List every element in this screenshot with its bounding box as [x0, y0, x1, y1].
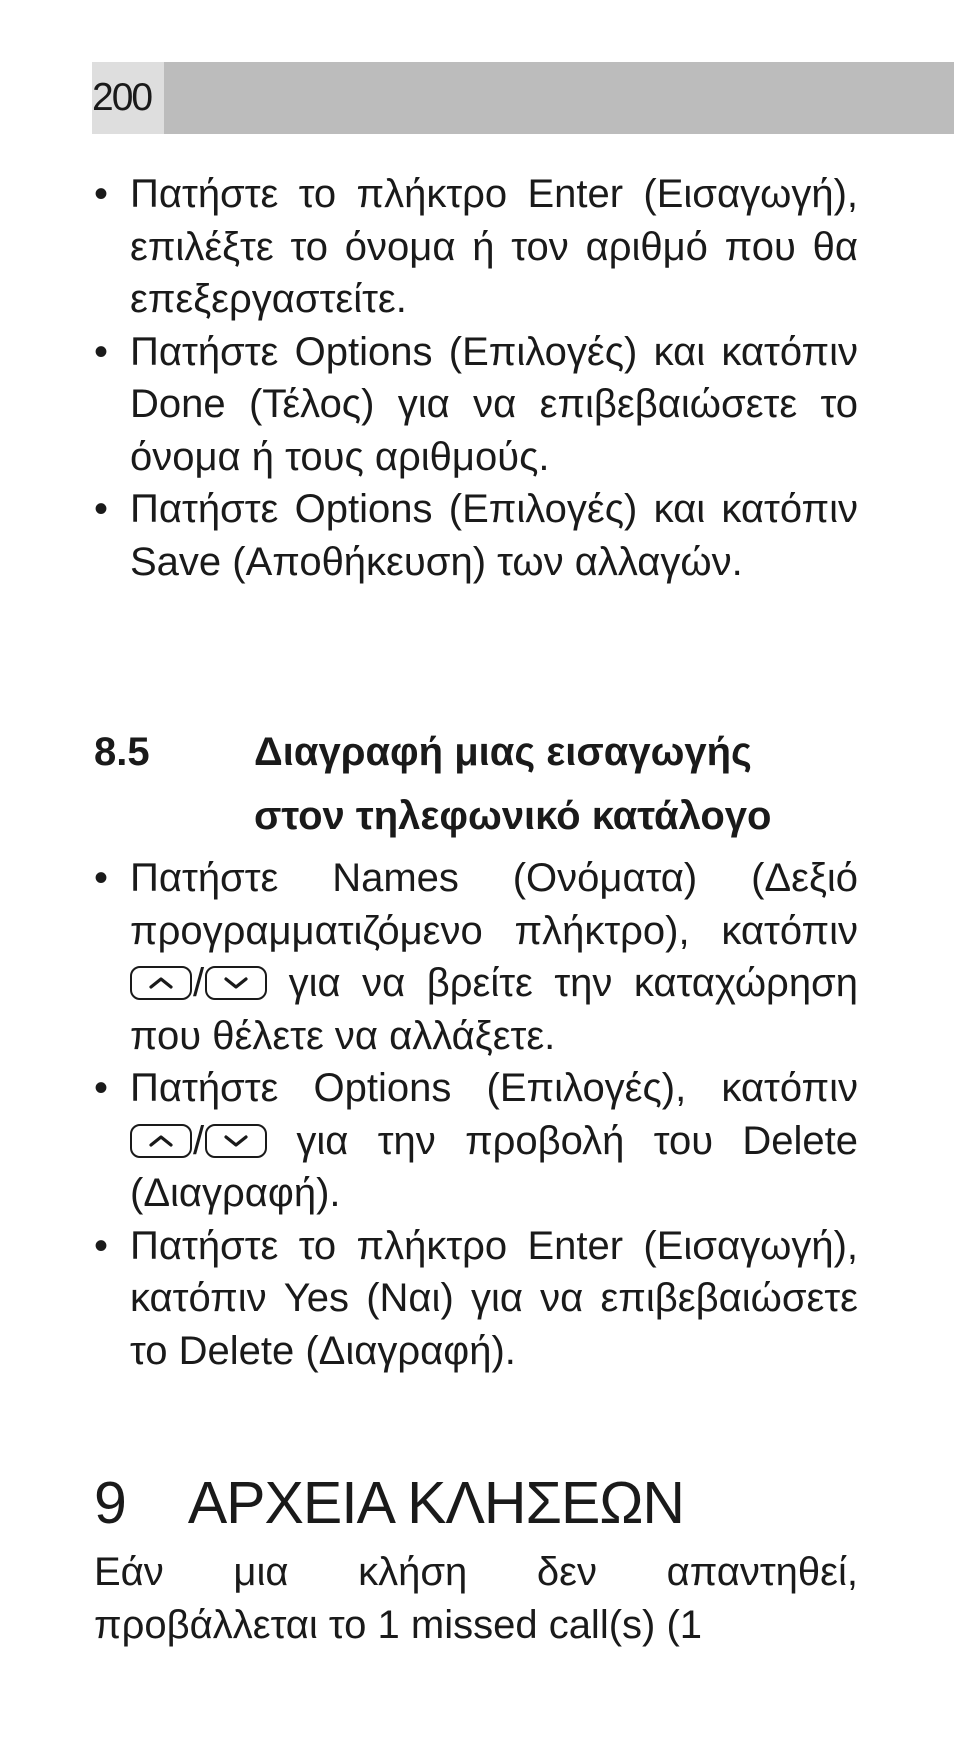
- section-title-line: στον τηλεφωνικό κατάλογο: [254, 794, 772, 838]
- chapter-number: 9: [94, 1470, 126, 1536]
- instructions-list-edit: [92, 168, 858, 588]
- chapter-title: ΑΡΧΕΙΑ ΚΛΗΣΕΩΝ: [187, 1470, 685, 1536]
- instructions-list-delete: [92, 852, 858, 1377]
- list-item-text: Πατήστε Options (Επιλογές), κατόπιν: [130, 1066, 858, 1110]
- list-item: • Πατήστε το πλήκτρο Enter (Εισαγωγή), κατόπιν Yes (Ναι) για να επιβεβαιώσετε το Delete (Διαγραφή).: [92, 1220, 858, 1378]
- list-item: [92, 1062, 858, 1220]
- list-item-text: Πατήστε Names (Ονόματα) (Δεξιό προγραμματιζόμενο πλήκτρο), κατόπιν: [130, 856, 858, 953]
- list-item-text: για να βρείτε την καταχώρηση που θέλετε να αλλάξετε.: [130, 961, 858, 1058]
- list-item: • Πατήστε Options (Επιλογές) και κατόπιν Done (Τέλος) για να επιβεβαιώσετε το όνομα ή τους αριθμούς.: [92, 326, 858, 484]
- header-bar: [92, 62, 954, 134]
- list-item: • Πατήστε Options (Επιλογές) και κατόπιν Save (Αποθήκευση) των αλλαγών.: [92, 483, 858, 588]
- list-item-text: για την προβολή του Delete (Διαγραφή).: [130, 1118, 858, 1215]
- up-arrow-key-icon: [130, 966, 192, 1000]
- list-item: • Πατήστε το πλήκτρο Enter (Εισαγωγή), επιλέξτε το όνομα ή τον αριθμό που θα επεξεργαστείτε.: [92, 168, 858, 326]
- page-number: 200: [92, 62, 164, 134]
- slash: /: [193, 1118, 205, 1163]
- list-item: [92, 852, 858, 1062]
- down-arrow-key-icon: [205, 966, 267, 1000]
- section-title-line: Διαγραφή μιας εισαγωγής: [254, 730, 752, 774]
- down-arrow-key-icon: [205, 1124, 267, 1158]
- section-title: [254, 720, 858, 848]
- body-paragraph: Εάν μια κλήση δεν απαντηθεί, προβάλλεται το 1 missed call(s) (1: [94, 1550, 858, 1647]
- slash: /: [193, 961, 205, 1005]
- chapter-heading: [94, 1468, 684, 1538]
- up-arrow-key-icon: [130, 1124, 192, 1158]
- section-number: 8.5: [94, 730, 150, 774]
